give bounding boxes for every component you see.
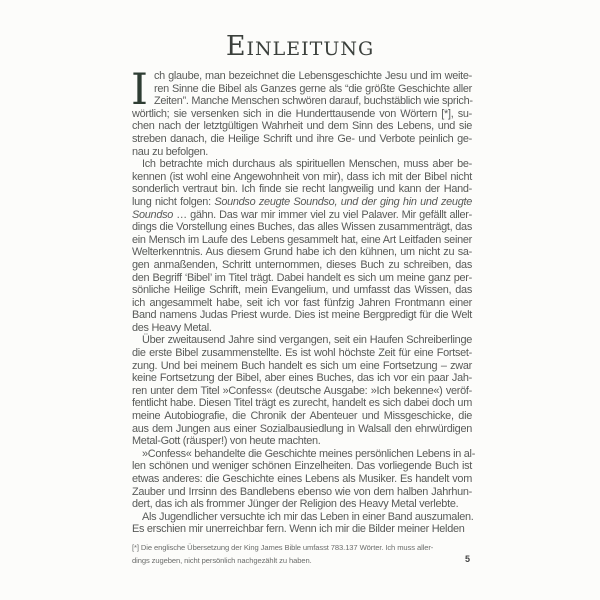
text-segment: des Heavy Metal. [132,321,212,334]
text-line [132,334,472,347]
text-line [132,297,472,310]
text-line [132,372,472,385]
text-line [132,498,472,511]
text-line [132,423,472,436]
text-line [132,171,472,184]
page-number: 5 [465,554,471,564]
paragraph [132,447,476,511]
text-segment: ch glaube, man bezeichnet die Lebensgeschichte Jesu und im weite- [154,70,472,82]
text-segment: Über zweitausend Jahre sind vergangen, seit ein Haufen Schreiberlinge [142,334,472,347]
text-line [132,410,472,423]
text-segment: Zeiten”. Manche Menschen schwören darauf, buchstäblich wie sprich- [154,95,473,108]
text-segment: aus dem Jungen aus einer Sozialbausiedlung in Walsall den ehrwürdigen [132,422,472,435]
text-segment: kennen (ist wohl eine Angewohnheit von mir), dass ich mit der Bibel nicht [132,170,472,183]
text-line [132,209,472,222]
footnote-line: dings zugeben, nicht persönlich nachgezählt zu haben. [132,555,312,565]
text-segment: sönliche Heilige Schrift, mein Evangelium, und umfasst das Wissen, das [132,284,472,297]
text-line [132,108,472,121]
text-line [132,272,472,285]
text-line [132,183,472,196]
text-segment: ein Mensch im Laufe des Lebens gesammelt hat, eine Art Leitfaden seiner [132,233,472,246]
italic-text: Soundso [132,208,174,221]
text-segment: den Begriff ‘Bibel’ im Titel trägt. Dabei handelt es sich um meine ganz per- [132,271,472,284]
paragraph [132,158,472,334]
text-segment: Es erschien mir unerreichbar fern. Wenn ich mir die Bilder meiner Helden [132,523,465,536]
text-segment: Metal-Gott (räusper!) von heute machten. [132,435,321,448]
text-line [132,309,472,322]
body-text [131,65,476,536]
chapter-title: Einleitung [225,31,375,62]
text-segment: nau zu befolgen. [132,145,209,158]
text-line [132,511,472,524]
text-line [132,95,472,108]
text-segment: lung nicht folgen: [132,195,215,208]
text-segment: Zauber und Irrsinn des Bandlebens ebenso wie von dem halben Jahrhun- [132,485,472,498]
text-line [132,246,472,259]
text-line [132,385,472,398]
text-line [132,83,472,96]
text-line [132,146,472,159]
text-line [132,133,472,146]
footnote [132,543,432,568]
text-segment: »Confess« behandelte die Geschichte meines persönlichen Lebens in al- [142,447,476,460]
text-segment: fentlicht habe. Diesen Titel trägt es zurecht, handelt es sich dabei doch um [132,397,472,410]
text-line [132,259,472,272]
italic-text: Soundso zeugte Soundso, und der ging hin und zeugte [214,195,472,208]
text-segment: wörtlich; sie versenken sich in die Hunderttausende von Wörtern [*], su- [132,107,472,120]
text-segment: Welterkenntnis. Aus diesem Grund habe ich den kühnen, um nicht zu sa- [132,246,472,259]
text-line [132,397,472,410]
paragraph [132,334,472,447]
paragraph [131,65,473,158]
text-segment: dert, das ich als frommer Jünger der Religion des Heavy Metal verlebte. [132,498,459,511]
text-segment: keine Fortsetzung der Bibel, aber eines Buches, das ich vor ein paar Jah- [132,372,472,385]
text-segment: meine Autobiografie, die Chronik der Abenteuer und Missgeschicke, die [132,410,472,423]
footnote-line: [*] Die englische Übersetzung der King James Bible umfasst 783.137 Wörter. Ich muss aller- [132,543,434,552]
text-segment: ren unter dem Titel »Confess« (deutsche Ausgabe: »Ich bekenne«) veröf- [132,384,472,397]
text-line [132,473,472,486]
text-line [132,347,472,360]
text-segment: ren Sinne die Bibel als Ganzes gerne als “die größte Geschichte aller [154,82,472,95]
text-line [132,158,472,171]
text-line [132,196,472,209]
text-line [132,221,472,234]
text-line [132,360,472,373]
text-segment: etwas anderes: die Geschichte eines Lebens als Musiker. Es handelt vom [132,473,472,485]
text-segment: len schönen und weniger schönen Einzelheiten. Das vorliegende Buch ist [132,460,472,473]
text-line [132,284,472,297]
text-line [132,70,472,83]
text-segment: Als Jugendlicher versuchte ich mir das Leben in einer Band auszumalen. [142,510,474,523]
text-segment: … gähn. Das war mir immer viel zu viel Palaver. Mir gefällt aller- [173,208,472,221]
text-line [132,523,472,536]
text-segment: sonderlich vertraut bin. Ich finde sie recht langweilig und kann der Hand- [132,183,472,196]
text-segment: streben danach, die Heilige Schrift und ihre Ge- und Verbote peinlich ge- [132,132,472,145]
text-line [132,322,472,335]
text-line [132,486,472,499]
text-segment: dings die Vorstellung eines Buches, das alles Wissen zusammenträgt, das [132,221,472,234]
text-line [132,120,472,133]
text-segment: zung. Und bei meinem Buch handelt es sich um eine Fortsetzung – zwar [132,359,472,372]
text-line [132,234,472,247]
text-segment: chen nach der letztgültigen Wahrheit und dem Sinn des Lebens, und sie [132,120,472,133]
text-segment: Ich betrachte mich durchaus als spirituellen Menschen, muss aber be- [142,158,472,171]
paragraph [132,511,472,536]
text-segment: die erste Bibel zusammenstellte. Es ist wohl höchste Zeit für eine Fortset- [132,347,472,360]
text-line [132,447,476,461]
drop-cap: I [131,65,148,115]
text-segment: ich angesammelt habe, seit ich vor fast fünfzig Jahren Frontmann einer [132,296,472,309]
text-line [132,435,472,448]
text-segment: Band namens Judas Priest wurde. Dies ist meine Bergpredigt für die Welt [132,309,472,322]
text-segment: gen anmaßenden, Schritt unternommen, dieses Buch zu schreiben, das [132,258,472,271]
text-line [132,460,472,473]
